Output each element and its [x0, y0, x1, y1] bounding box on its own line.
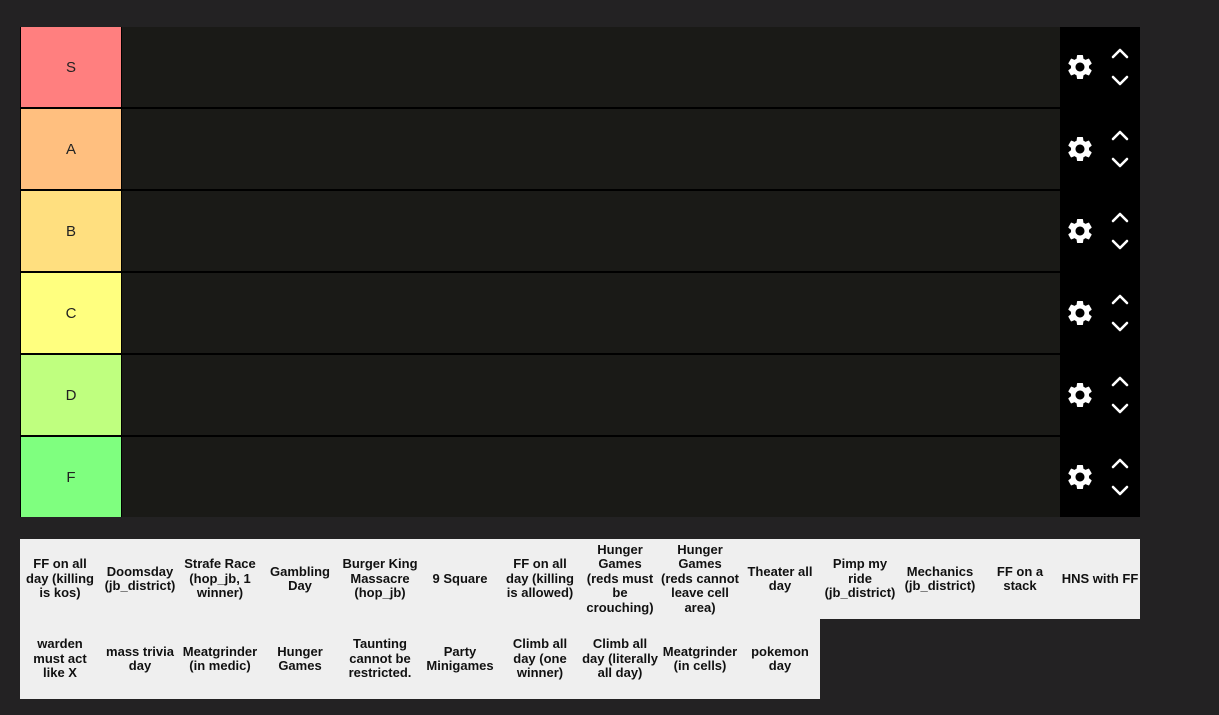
tier-row-b: [20, 191, 1140, 271]
gear-icon[interactable]: [1060, 375, 1100, 415]
tier-controls: [1060, 191, 1140, 271]
tier-label[interactable]: B: [20, 191, 122, 271]
tier-row-a: [20, 109, 1140, 189]
tier-controls: [1060, 355, 1140, 435]
chevron-down-icon[interactable]: [1105, 67, 1135, 95]
tier-item-card[interactable]: mass trivia day: [100, 619, 180, 699]
tier-item-card[interactable]: Climb all day (one winner): [500, 619, 580, 699]
unranked-items-pool: [20, 539, 1140, 699]
tier-label[interactable]: C: [20, 273, 122, 353]
tier-item-card[interactable]: Party Minigames: [420, 619, 500, 699]
chevron-up-icon[interactable]: [1105, 121, 1135, 149]
tier-move-arrows: [1100, 27, 1140, 107]
tier-item-card[interactable]: Meatgrinder (in medic): [180, 619, 260, 699]
tier-move-arrows: [1100, 437, 1140, 517]
tier-label[interactable]: F: [20, 437, 122, 517]
tier-drop-zone[interactable]: [122, 109, 1060, 189]
tier-move-arrows: [1100, 191, 1140, 271]
chevron-up-icon[interactable]: [1105, 39, 1135, 67]
tier-label[interactable]: D: [20, 355, 122, 435]
tier-board: [20, 27, 1140, 517]
tier-label[interactable]: S: [20, 27, 122, 107]
tier-item-card[interactable]: Hunger Games (reds cannot leave cell area): [660, 539, 740, 619]
tier-controls: [1060, 273, 1140, 353]
tier-item-card[interactable]: FF on all day (killing is kos): [20, 539, 100, 619]
tier-item-card[interactable]: Theater all day: [740, 539, 820, 619]
tier-move-arrows: [1100, 273, 1140, 353]
tier-drop-zone[interactable]: [122, 273, 1060, 353]
tier-item-card[interactable]: FF on all day (killing is allowed): [500, 539, 580, 619]
tier-move-arrows: [1100, 355, 1140, 435]
tier-item-card[interactable]: Hunger Games (reds must be crouching): [580, 539, 660, 619]
chevron-up-icon[interactable]: [1105, 449, 1135, 477]
chevron-down-icon[interactable]: [1105, 231, 1135, 259]
tier-drop-zone[interactable]: [122, 191, 1060, 271]
tier-item-card[interactable]: Strafe Race (hop_jb, 1 winner): [180, 539, 260, 619]
gear-icon[interactable]: [1060, 293, 1100, 333]
tier-drop-zone[interactable]: [122, 355, 1060, 435]
tier-row-f: [20, 437, 1140, 517]
tier-item-card[interactable]: Meatgrinder (in cells): [660, 619, 740, 699]
tier-controls: [1060, 437, 1140, 517]
gear-icon[interactable]: [1060, 457, 1100, 497]
chevron-down-icon[interactable]: [1105, 477, 1135, 505]
tier-item-card[interactable]: Climb all day (literally all day): [580, 619, 660, 699]
chevron-down-icon[interactable]: [1105, 313, 1135, 341]
tier-controls: [1060, 27, 1140, 107]
tier-item-card[interactable]: Mechanics (jb_district): [900, 539, 980, 619]
tier-row-s: [20, 27, 1140, 107]
tier-item-card[interactable]: 9 Square: [420, 539, 500, 619]
tier-row-d: [20, 355, 1140, 435]
tier-item-card[interactable]: FF on a stack: [980, 539, 1060, 619]
tier-item-card[interactable]: Doomsday (jb_district): [100, 539, 180, 619]
tier-item-card[interactable]: Pimp my ride (jb_district): [820, 539, 900, 619]
tier-item-card[interactable]: HNS with FF: [1060, 539, 1140, 619]
tier-item-card[interactable]: Gambling Day: [260, 539, 340, 619]
gear-icon[interactable]: [1060, 211, 1100, 251]
tier-row-c: [20, 273, 1140, 353]
chevron-up-icon[interactable]: [1105, 367, 1135, 395]
chevron-down-icon[interactable]: [1105, 395, 1135, 423]
tier-drop-zone[interactable]: [122, 27, 1060, 107]
chevron-down-icon[interactable]: [1105, 149, 1135, 177]
tier-item-card[interactable]: Taunting cannot be restricted.: [340, 619, 420, 699]
tier-label[interactable]: A: [20, 109, 122, 189]
tier-controls: [1060, 109, 1140, 189]
tier-move-arrows: [1100, 109, 1140, 189]
tier-drop-zone[interactable]: [122, 437, 1060, 517]
tier-item-card[interactable]: warden must act like X: [20, 619, 100, 699]
chevron-up-icon[interactable]: [1105, 285, 1135, 313]
gear-icon[interactable]: [1060, 47, 1100, 87]
tier-item-card[interactable]: Burger King Massacre (hop_jb): [340, 539, 420, 619]
tier-item-card[interactable]: pokemon day: [740, 619, 820, 699]
gear-icon[interactable]: [1060, 129, 1100, 169]
tier-item-card[interactable]: Hunger Games: [260, 619, 340, 699]
chevron-up-icon[interactable]: [1105, 203, 1135, 231]
